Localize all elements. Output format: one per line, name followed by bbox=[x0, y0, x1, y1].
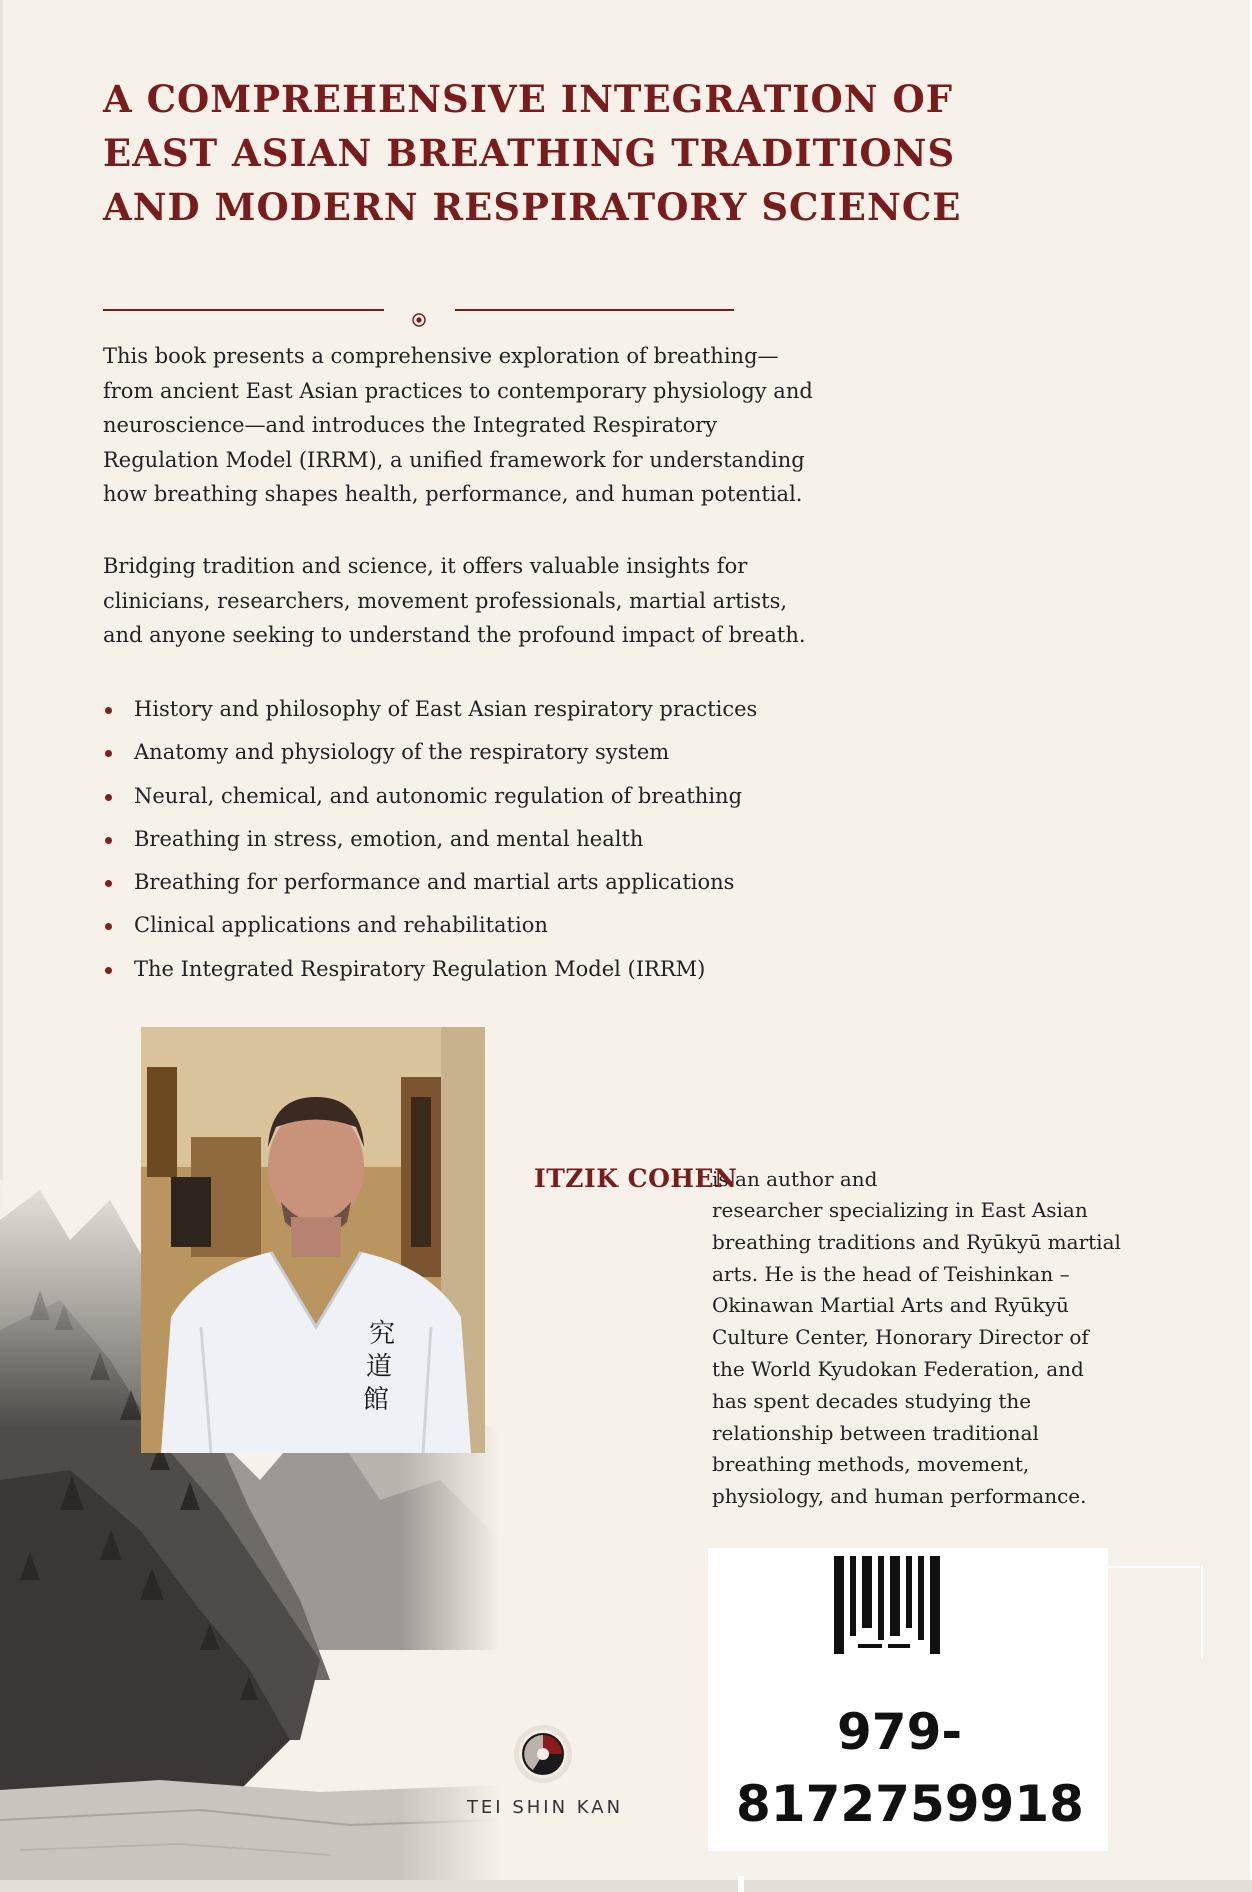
author-photo bbox=[141, 1027, 485, 1453]
description-paragraph-2: Bridging tradition and science, it offers valuable insights for clinicians, researchers, movement professionals, martial artists, and anyone seeking to understand the profound impact of breath. bbox=[103, 554, 806, 647]
list-item bbox=[103, 948, 903, 991]
topics-list bbox=[103, 688, 903, 991]
list-item-text: Breathing in stress, emotion, and mental health bbox=[134, 826, 644, 851]
list-item-text: The Integrated Respiratory Regulation Model (IRRM) bbox=[134, 956, 706, 981]
divider-ornament-icon bbox=[411, 312, 427, 328]
bottom-edge bbox=[0, 1880, 1252, 1892]
divider-line-left bbox=[103, 309, 384, 311]
frame-line bbox=[1201, 1566, 1203, 1658]
list-item-text: Neural, chemical, and autonomic regulation of breathing bbox=[134, 783, 743, 808]
isbn-number bbox=[736, 1696, 1086, 1840]
title-line-2: EAST ASIAN BREATHING TRADITIONS bbox=[103, 131, 956, 175]
list-item bbox=[103, 904, 903, 947]
isbn-barcode-box bbox=[708, 1548, 1108, 1851]
list-item-text: Clinical applications and rehabilitation bbox=[134, 913, 548, 938]
list-item bbox=[103, 861, 903, 904]
author-bio: researcher specializing in East Asian breathing traditions and Ryūkyū martial arts. He is the head of Teishinkan – Okinawan Martial Arts and Ryūkyū Culture Center, Honorary Director of the World Kyudokan Federation, and has spent decades studying the relationship between traditional breathing methods, movement, physiology, and human performance. bbox=[712, 1198, 1121, 1509]
list-item-text: Anatomy and physiology of the respiratory system bbox=[134, 740, 670, 765]
bullet-dot-icon bbox=[105, 880, 112, 887]
isbn-line-2: 8172759918 bbox=[736, 1775, 1084, 1833]
list-item bbox=[103, 818, 903, 861]
bullet-dot-icon bbox=[105, 923, 112, 930]
bottom-edge-gap bbox=[738, 1876, 744, 1892]
gi-calligraphy-char-3: 館 bbox=[363, 1385, 390, 1415]
teishinkan-logo-icon bbox=[513, 1724, 573, 1784]
divider-line-right bbox=[455, 309, 734, 311]
author-name: ITZIK COHEN bbox=[534, 1164, 738, 1193]
list-item-text: Breathing for performance and martial arts applications bbox=[134, 870, 735, 895]
barcode-graphic bbox=[832, 1556, 942, 1654]
description-paragraph-1: This book presents a comprehensive exploration of breathing—from ancient East Asian practices to contemporary physiology and neuroscience—and introduces the Integrated Respiratory Regulation Model (IRRM), a unified framework for understanding how breathing shapes health, performance, and human potential. bbox=[103, 344, 813, 506]
bullet-dot-icon bbox=[105, 750, 112, 757]
bullet-dot-icon bbox=[105, 794, 112, 801]
title-line-3: AND MODERN RESPIRATORY SCIENCE bbox=[103, 185, 962, 229]
publisher-name: TEI SHIN KAN bbox=[466, 1797, 624, 1818]
list-item bbox=[103, 775, 903, 818]
list-item bbox=[103, 731, 903, 774]
list-item-text: History and philosophy of East Asian respiratory practices bbox=[134, 697, 758, 721]
title-line-1: A COMPREHENSIVE INTEGRATION OF bbox=[103, 77, 953, 121]
author-bio-first-line: is an author and bbox=[712, 1167, 878, 1191]
gi-calligraphy-char-1: 究 bbox=[369, 1319, 396, 1349]
list-item bbox=[103, 688, 903, 731]
bullet-dot-icon bbox=[105, 707, 112, 714]
gi-calligraphy-char-2: 道 bbox=[366, 1352, 393, 1382]
bullet-dot-icon bbox=[105, 837, 112, 844]
cover-title bbox=[103, 72, 1003, 234]
frame-line bbox=[1108, 1566, 1200, 1568]
isbn-line-1: 979- bbox=[837, 1703, 963, 1761]
bullet-dot-icon bbox=[105, 967, 112, 974]
